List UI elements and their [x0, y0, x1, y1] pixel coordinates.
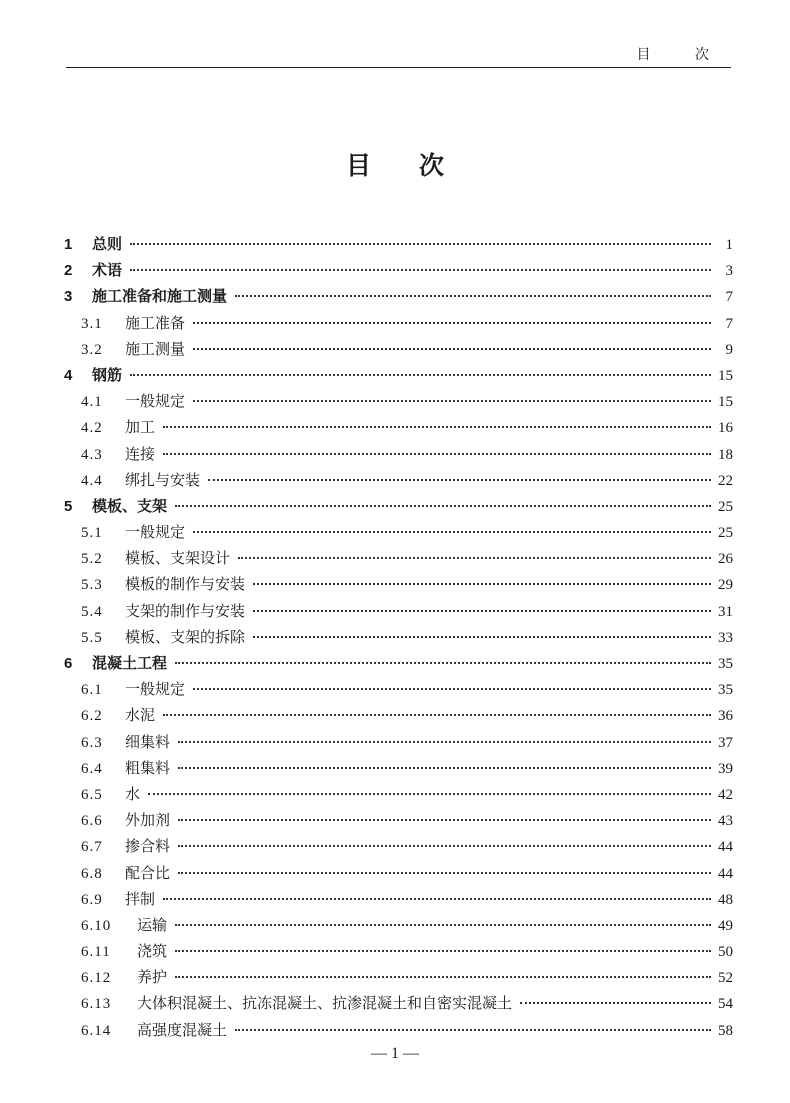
- toc-entry-title: 大体积混凝土、抗冻混凝土、抗渗混凝土和自密实混凝土: [137, 994, 513, 1013]
- toc-entry-number: 3.2: [81, 341, 103, 358]
- toc-chapter-entry[interactable]: [64, 231, 733, 257]
- toc-entry-title: 水: [125, 784, 141, 803]
- toc-entry-title: 模板、支架设计: [125, 549, 231, 568]
- toc-entry-number: 6: [64, 655, 73, 672]
- toc-entry-page: 7: [725, 289, 733, 306]
- toc-entry-title: 术语: [92, 261, 123, 280]
- toc-chapter-entry[interactable]: [64, 650, 733, 676]
- toc-dot-leader: [178, 872, 711, 874]
- toc-entry-number: 5.2: [81, 551, 103, 568]
- toc-section-entry[interactable]: [64, 624, 733, 650]
- toc-dot-leader: [193, 531, 711, 533]
- toc-entry-title: 粗集料: [125, 758, 171, 777]
- toc-entry-title: 细集料: [125, 732, 171, 751]
- toc-dot-leader: [235, 1029, 711, 1031]
- toc-section-entry[interactable]: [64, 755, 733, 781]
- toc-entry-number: 6.3: [81, 734, 103, 751]
- toc-entry-title: 连接: [125, 444, 156, 463]
- toc-section-entry[interactable]: [64, 833, 733, 859]
- toc-entry-number: 3.1: [81, 315, 103, 332]
- toc-dot-leader: [193, 400, 711, 402]
- toc-section-entry[interactable]: [64, 571, 733, 597]
- toc-entry-number: 4: [64, 366, 73, 384]
- toc-section-entry[interactable]: [64, 598, 733, 624]
- toc-dot-leader: [163, 714, 711, 716]
- toc-entry-number: 4.1: [81, 394, 103, 411]
- toc-entry-number: 6.13: [81, 996, 112, 1013]
- toc-entry-number: 6.7: [81, 839, 103, 856]
- toc-entry-title: 施工准备和施工测量: [92, 287, 228, 306]
- toc-entry-page: 33: [718, 629, 733, 646]
- toc-entry-title: 浇筑: [137, 942, 168, 961]
- toc-section-entry[interactable]: [64, 336, 733, 362]
- toc-entry-title: 加工: [125, 418, 156, 437]
- toc-entry-page: 9: [725, 341, 733, 358]
- toc-entry-page: 50: [718, 944, 733, 961]
- toc-dot-leader: [178, 741, 711, 743]
- toc-entry-page: 26: [718, 551, 733, 568]
- toc-dot-leader: [163, 453, 711, 455]
- toc-entry-page: 35: [718, 656, 733, 672]
- toc-entry-page: 58: [718, 1022, 733, 1039]
- toc-section-entry[interactable]: [64, 676, 733, 702]
- toc-entry-number: 5.4: [81, 603, 103, 620]
- toc-entry-number: 4.3: [81, 446, 103, 463]
- toc-dot-leader: [130, 374, 711, 376]
- toc-dot-leader: [130, 243, 711, 245]
- toc-dot-leader: [175, 976, 711, 978]
- toc-entry-number: 6.8: [81, 865, 103, 882]
- toc-chapter-entry[interactable]: [64, 362, 733, 388]
- toc-entry-page: 48: [718, 891, 733, 908]
- toc-section-entry[interactable]: [64, 964, 733, 990]
- toc-entry-number: 6.12: [81, 970, 112, 987]
- toc-entry-number: 4.2: [81, 420, 103, 437]
- toc-entry-page: 25: [718, 525, 733, 542]
- toc-dot-leader: [193, 688, 711, 690]
- toc-dot-leader: [148, 793, 711, 795]
- toc-dot-leader: [175, 662, 711, 664]
- toc-section-entry[interactable]: [64, 441, 733, 467]
- toc-entry-title: 养护: [137, 968, 168, 987]
- toc-entry-number: 5.1: [81, 525, 103, 542]
- table-of-contents: [64, 231, 733, 1043]
- toc-section-entry[interactable]: [64, 938, 733, 964]
- toc-dot-leader: [208, 479, 711, 481]
- toc-entry-title: 一般规定: [125, 523, 186, 542]
- toc-entry-title: 模板、支架: [92, 496, 168, 515]
- toc-dot-leader: [178, 845, 711, 847]
- toc-dot-leader: [193, 348, 711, 350]
- toc-entry-page: 42: [718, 786, 733, 803]
- toc-section-entry[interactable]: [64, 414, 733, 440]
- header-rule: [66, 67, 731, 68]
- toc-entry-page: 37: [718, 734, 733, 751]
- toc-entry-page: 7: [725, 315, 733, 332]
- toc-section-entry[interactable]: [64, 860, 733, 886]
- toc-entry-page: 15: [718, 367, 733, 384]
- toc-dot-leader: [163, 426, 711, 428]
- toc-entry-number: 6.9: [81, 891, 103, 908]
- toc-entry-title: 一般规定: [125, 392, 186, 411]
- toc-chapter-entry[interactable]: [64, 493, 733, 519]
- toc-entry-title: 配合比: [125, 863, 171, 882]
- toc-entry-page: 44: [718, 839, 733, 856]
- toc-entry-title: 模板的制作与安装: [125, 575, 246, 594]
- running-head: 目 次: [636, 47, 729, 63]
- toc-entry-title: 一般规定: [125, 680, 186, 699]
- toc-entry-page: 3: [725, 263, 733, 280]
- toc-entry-page: 43: [718, 813, 733, 830]
- toc-entry-page: 15: [718, 394, 733, 411]
- toc-entry-number: 6.6: [81, 813, 103, 830]
- toc-entry-title: 拌制: [125, 889, 156, 908]
- toc-entry-page: 52: [718, 970, 733, 987]
- toc-section-entry[interactable]: [64, 1017, 733, 1043]
- toc-entry-number: 5: [64, 497, 73, 515]
- toc-entry-title: 掺合料: [125, 837, 171, 856]
- toc-section-entry[interactable]: [64, 886, 733, 912]
- toc-dot-leader: [175, 950, 711, 952]
- toc-entry-page: 35: [718, 682, 733, 699]
- toc-entry-number: 6.2: [81, 708, 103, 725]
- toc-entry-number: 4.4: [81, 472, 103, 489]
- toc-entry-number: 6.11: [81, 944, 111, 961]
- toc-entry-title: 混凝土工程: [92, 654, 168, 672]
- toc-entry-number: 5.5: [81, 629, 103, 646]
- toc-entry-page: 1: [725, 237, 733, 253]
- toc-section-entry[interactable]: [64, 702, 733, 728]
- toc-entry-number: 3: [64, 288, 73, 306]
- toc-dot-leader: [175, 924, 711, 926]
- toc-entry-page: 31: [718, 603, 733, 620]
- toc-entry-page: 29: [718, 577, 733, 594]
- toc-entry-number: 5.3: [81, 577, 103, 594]
- toc-entry-number: 6.14: [81, 1022, 112, 1039]
- toc-entry-page: 25: [718, 498, 733, 515]
- toc-entry-title: 高强度混凝土: [137, 1020, 228, 1039]
- toc-entry-page: 36: [718, 708, 733, 725]
- toc-dot-leader: [253, 636, 711, 638]
- toc-section-entry[interactable]: [64, 388, 733, 414]
- toc-entry-page: 44: [718, 865, 733, 882]
- toc-section-entry[interactable]: [64, 545, 733, 571]
- toc-dot-leader: [238, 557, 711, 559]
- toc-dot-leader: [235, 295, 711, 297]
- toc-entry-title: 施工准备: [125, 313, 186, 332]
- toc-entry-page: 54: [718, 996, 733, 1013]
- toc-entry-title: 总则: [92, 235, 123, 253]
- toc-dot-leader: [163, 898, 711, 900]
- toc-entry-title: 水泥: [125, 706, 156, 725]
- toc-dot-leader: [130, 269, 711, 271]
- toc-section-entry[interactable]: [64, 519, 733, 545]
- toc-dot-leader: [253, 583, 711, 585]
- toc-section-entry[interactable]: [64, 781, 733, 807]
- toc-entry-title: 施工测量: [125, 339, 186, 358]
- toc-section-entry[interactable]: [64, 729, 733, 755]
- toc-section-entry[interactable]: [64, 310, 733, 336]
- toc-dot-leader: [193, 322, 711, 324]
- toc-section-entry[interactable]: [64, 807, 733, 833]
- toc-dot-leader: [178, 767, 711, 769]
- toc-chapter-entry[interactable]: [64, 283, 733, 309]
- toc-entry-title: 外加剂: [125, 811, 171, 830]
- toc-entry-number: 6.4: [81, 760, 103, 777]
- toc-entry-number: 6.1: [81, 682, 103, 699]
- toc-section-entry[interactable]: [64, 912, 733, 938]
- page-number: — 1 —: [371, 1045, 419, 1062]
- page-title: 目次: [345, 151, 492, 180]
- toc-section-entry[interactable]: [64, 467, 733, 493]
- toc-dot-leader: [175, 505, 711, 507]
- toc-dot-leader: [520, 1002, 711, 1004]
- toc-entry-number: 6.10: [81, 917, 112, 934]
- toc-section-entry[interactable]: [64, 990, 733, 1016]
- toc-entry-title: 模板、支架的拆除: [125, 627, 246, 646]
- toc-entry-number: 1: [64, 236, 73, 253]
- toc-chapter-entry[interactable]: [64, 257, 733, 283]
- toc-entry-page: 16: [718, 420, 733, 437]
- toc-entry-page: 18: [718, 446, 733, 463]
- toc-entry-title: 支架的制作与安装: [125, 601, 246, 620]
- toc-dot-leader: [178, 819, 711, 821]
- toc-entry-title: 运输: [137, 915, 168, 934]
- toc-entry-page: 49: [718, 917, 733, 934]
- toc-dot-leader: [253, 610, 711, 612]
- toc-entry-page: 39: [718, 760, 733, 777]
- toc-entry-title: 钢筋: [92, 365, 123, 384]
- toc-entry-page: 22: [718, 472, 733, 489]
- toc-entry-number: 2: [64, 262, 73, 280]
- toc-entry-title: 绑扎与安装: [125, 470, 201, 489]
- toc-entry-number: 6.5: [81, 786, 103, 803]
